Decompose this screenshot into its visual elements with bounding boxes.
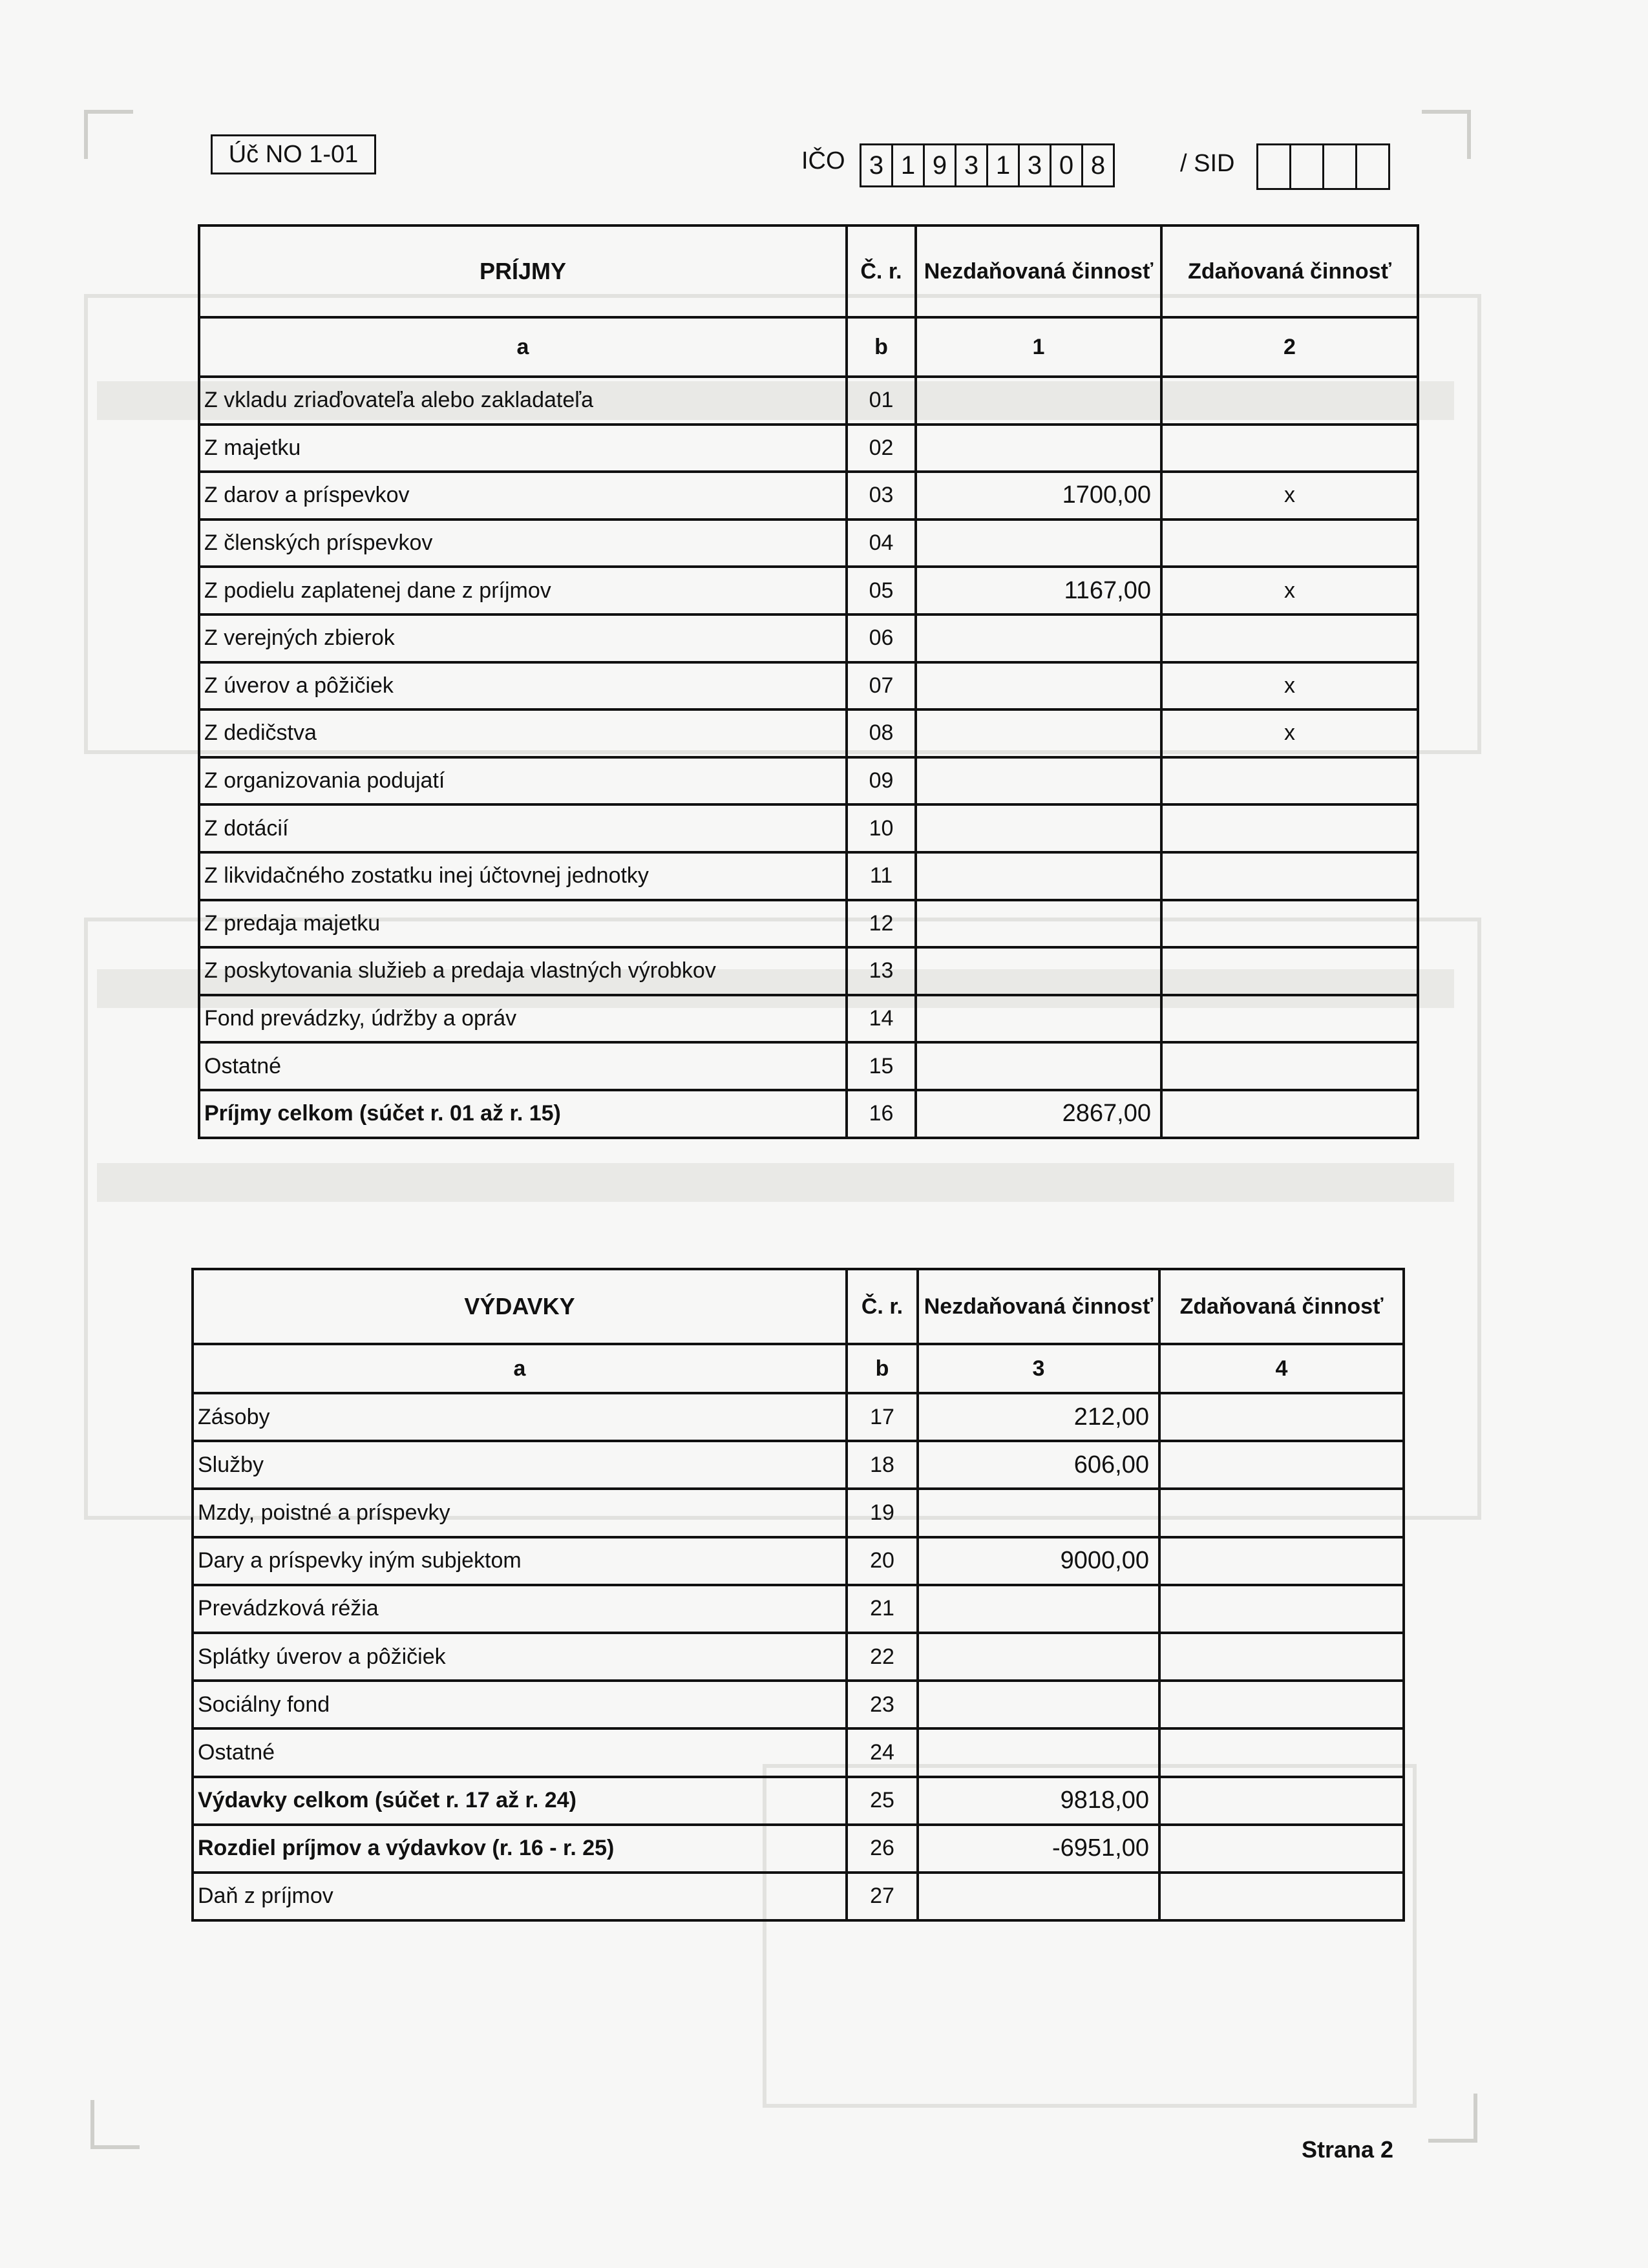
taxed-value[interactable] [1161, 520, 1418, 567]
row-label: Daň z príjmov [193, 1873, 847, 1920]
row-number: 20 [847, 1537, 918, 1585]
taxed-value[interactable] [1161, 947, 1418, 995]
row-label: Z vkladu zriaďovateľa alebo zakladateľa [199, 377, 847, 425]
table-row [193, 1681, 1404, 1728]
row-number: 26 [847, 1825, 918, 1873]
row-number: 22 [847, 1633, 918, 1681]
expenses-subheader-row [193, 1344, 1404, 1393]
table-row [199, 567, 1418, 614]
table-row [193, 1825, 1404, 1873]
nontaxed-value[interactable] [918, 1728, 1159, 1776]
taxed-value[interactable] [1161, 377, 1418, 425]
table-row [199, 377, 1418, 425]
nontaxed-value[interactable]: 9000,00 [918, 1537, 1159, 1585]
row-label: Mzdy, poistné a príspevky [193, 1489, 847, 1537]
taxed-value[interactable]: x [1161, 567, 1418, 614]
table-row [199, 900, 1418, 948]
row-label: Splátky úverov a pôžičiek [193, 1633, 847, 1681]
ico-digit: 3 [956, 145, 988, 185]
taxed-value[interactable] [1161, 804, 1418, 852]
row-number: 05 [847, 567, 916, 614]
nontaxed-value[interactable] [916, 709, 1161, 757]
expenses-table [191, 1268, 1405, 1922]
table-row [199, 804, 1418, 852]
row-number: 04 [847, 520, 916, 567]
nontaxed-value[interactable] [918, 1633, 1159, 1681]
taxed-value[interactable] [1159, 1585, 1404, 1633]
row-label: Z verejných zbierok [199, 614, 847, 662]
row-label: Z úverov a pôžičiek [199, 662, 847, 710]
row-label: Služby [193, 1441, 847, 1489]
taxed-header: Zdaňovaná činnosť [1159, 1269, 1404, 1344]
corner-mark [90, 2100, 140, 2149]
nontaxed-value[interactable] [916, 1042, 1161, 1090]
ico-digit: 1 [893, 145, 925, 185]
taxed-value[interactable] [1159, 1825, 1404, 1873]
row-number: 01 [847, 377, 916, 425]
nontaxed-value[interactable] [916, 757, 1161, 805]
row-number: 17 [847, 1393, 918, 1441]
row-label: Z predaja majetku [199, 900, 847, 948]
ico-digit: 3 [1020, 145, 1051, 185]
ico-digit: 1 [988, 145, 1020, 185]
table-row [199, 520, 1418, 567]
expenses-header-row [193, 1269, 1404, 1344]
nontaxed-value[interactable] [916, 804, 1161, 852]
taxed-value[interactable] [1161, 995, 1418, 1043]
row-label: Dary a príspevky iným subjektom [193, 1537, 847, 1585]
row-label: Z členských príspevkov [199, 520, 847, 567]
nontaxed-header: Nezdaňovaná činnosť [918, 1269, 1159, 1344]
row-number-header: Č. r. [847, 1269, 918, 1344]
sid-box[interactable] [1357, 145, 1388, 188]
col-letter-a: a [193, 1344, 847, 1393]
taxed-value[interactable]: x [1161, 472, 1418, 520]
corner-mark [1428, 2094, 1477, 2143]
table-row [199, 995, 1418, 1043]
row-label: Zásoby [193, 1393, 847, 1441]
nontaxed-value[interactable] [918, 1873, 1159, 1920]
taxed-header: Zdaňovaná činnosť [1161, 226, 1418, 317]
taxed-value[interactable] [1161, 1042, 1418, 1090]
row-number: 06 [847, 614, 916, 662]
row-number: 16 [847, 1090, 916, 1138]
row-number: 12 [847, 900, 916, 948]
taxed-value[interactable] [1161, 757, 1418, 805]
row-number: 13 [847, 947, 916, 995]
row-number: 23 [847, 1681, 918, 1728]
nontaxed-value[interactable] [916, 425, 1161, 472]
table-row [199, 1090, 1418, 1138]
taxed-value[interactable] [1161, 614, 1418, 662]
nontaxed-value[interactable]: 1167,00 [916, 567, 1161, 614]
taxed-value[interactable] [1159, 1489, 1404, 1537]
nontaxed-value[interactable] [918, 1489, 1159, 1537]
nontaxed-value[interactable] [916, 614, 1161, 662]
sid-field[interactable] [1256, 143, 1390, 190]
table-row [199, 709, 1418, 757]
row-number: 10 [847, 804, 916, 852]
taxed-value[interactable]: x [1161, 662, 1418, 710]
taxed-value[interactable] [1161, 425, 1418, 472]
row-number: 19 [847, 1489, 918, 1537]
table-row [199, 852, 1418, 900]
nontaxed-value[interactable] [916, 995, 1161, 1043]
table-row [193, 1489, 1404, 1537]
taxed-value[interactable]: x [1161, 709, 1418, 757]
taxed-value[interactable] [1159, 1728, 1404, 1776]
table-row [193, 1777, 1404, 1825]
row-number: 24 [847, 1728, 918, 1776]
row-number: 08 [847, 709, 916, 757]
nontaxed-value[interactable] [916, 947, 1161, 995]
nontaxed-value[interactable]: 1700,00 [916, 472, 1161, 520]
row-label: Výdavky celkom (súčet r. 17 až r. 24) [193, 1777, 847, 1825]
table-row [199, 425, 1418, 472]
taxed-value[interactable] [1159, 1873, 1404, 1920]
col-number-4: 4 [1159, 1344, 1404, 1393]
nontaxed-value[interactable] [916, 662, 1161, 710]
taxed-value[interactable] [1161, 1090, 1418, 1138]
table-row [199, 662, 1418, 710]
taxed-value[interactable] [1159, 1537, 1404, 1585]
col-letter-a: a [199, 317, 847, 377]
row-number: 03 [847, 472, 916, 520]
row-number: 21 [847, 1585, 918, 1633]
col-letter-b: b [847, 317, 916, 377]
row-label: Rozdiel príjmov a výdavkov (r. 16 - r. 25) [193, 1825, 847, 1873]
taxed-value[interactable] [1159, 1633, 1404, 1681]
row-label: Z dedičstva [199, 709, 847, 757]
income-table [198, 224, 1419, 1139]
nontaxed-value[interactable] [916, 852, 1161, 900]
col-number-1: 1 [916, 317, 1161, 377]
taxed-value[interactable] [1161, 900, 1418, 948]
income-title: PRÍJMY [199, 226, 847, 317]
sid-label: / SID [1180, 150, 1235, 177]
income-subheader-row [199, 317, 1418, 377]
table-row [193, 1537, 1404, 1585]
row-number: 07 [847, 662, 916, 710]
ico-digit: 8 [1090, 151, 1106, 180]
form-code: Úč NO 1-01 [211, 134, 376, 174]
sid-box[interactable] [1291, 145, 1324, 188]
table-row [193, 1633, 1404, 1681]
row-label: Z darov a príspevkov [199, 472, 847, 520]
row-label: Z podielu zaplatenej dane z príjmov [199, 567, 847, 614]
nontaxed-value[interactable]: 606,00 [918, 1441, 1159, 1489]
nontaxed-value[interactable]: 9818,00 [918, 1777, 1159, 1825]
taxed-value[interactable] [1161, 852, 1418, 900]
ico-digit: 9 [925, 145, 956, 185]
income-header-row [199, 226, 1418, 317]
nontaxed-value[interactable] [916, 900, 1161, 948]
table-row [193, 1728, 1404, 1776]
row-label: Fond prevádzky, údržby a opráv [199, 995, 847, 1043]
table-row [199, 947, 1418, 995]
row-number: 15 [847, 1042, 916, 1090]
nontaxed-value[interactable] [916, 520, 1161, 567]
table-row [193, 1873, 1404, 1920]
ico-digit: 0 [1051, 145, 1083, 185]
row-number: 09 [847, 757, 916, 805]
table-row [199, 757, 1418, 805]
row-label: Z majetku [199, 425, 847, 472]
row-label: Prevádzková réžia [193, 1585, 847, 1633]
nontaxed-value[interactable] [916, 377, 1161, 425]
ghost-bar [97, 1163, 1454, 1202]
nontaxed-header: Nezdaňovaná činnosť [916, 226, 1161, 317]
page-number: Strana 2 [1302, 2136, 1394, 2163]
row-number: 11 [847, 852, 916, 900]
row-label: Ostatné [193, 1728, 847, 1776]
ico-digit: 3 [861, 145, 893, 185]
expenses-title: VÝDAVKY [193, 1269, 847, 1344]
corner-mark [84, 110, 133, 159]
table-row [199, 1042, 1418, 1090]
table-row [193, 1393, 1404, 1441]
ico-digits [860, 143, 1115, 187]
taxed-value[interactable] [1159, 1681, 1404, 1728]
nontaxed-value[interactable] [918, 1585, 1159, 1633]
row-label: Z dotácií [199, 804, 847, 852]
col-number-2: 2 [1161, 317, 1418, 377]
table-row [193, 1441, 1404, 1489]
row-label: Ostatné [199, 1042, 847, 1090]
row-number: 18 [847, 1441, 918, 1489]
table-row [193, 1585, 1404, 1633]
sid-box[interactable] [1324, 145, 1357, 188]
col-number-3: 3 [918, 1344, 1159, 1393]
nontaxed-value[interactable] [918, 1681, 1159, 1728]
row-number: 25 [847, 1777, 918, 1825]
row-label: Sociálny fond [193, 1681, 847, 1728]
table-row [199, 472, 1418, 520]
row-label: Z likvidačného zostatku inej účtovnej jednotky [199, 852, 847, 900]
nontaxed-value[interactable]: 212,00 [918, 1393, 1159, 1441]
table-row [199, 614, 1418, 662]
corner-mark [1422, 110, 1471, 159]
col-letter-b: b [847, 1344, 918, 1393]
taxed-value[interactable] [1159, 1777, 1404, 1825]
row-number: 14 [847, 995, 916, 1043]
nontaxed-value[interactable]: -6951,00 [918, 1825, 1159, 1873]
row-number: 27 [847, 1873, 918, 1920]
row-number: 02 [847, 425, 916, 472]
row-label: Príjmy celkom (súčet r. 01 až r. 15) [199, 1090, 847, 1138]
taxed-value[interactable] [1159, 1441, 1404, 1489]
row-label: Z organizovania podujatí [199, 757, 847, 805]
row-number-header: Č. r. [847, 226, 916, 317]
sid-box[interactable] [1258, 145, 1291, 188]
nontaxed-value[interactable]: 2867,00 [916, 1090, 1161, 1138]
ico-label: IČO [801, 147, 845, 174]
taxed-value[interactable] [1159, 1393, 1404, 1441]
row-label: Z poskytovania služieb a predaja vlastných výrobkov [199, 947, 847, 995]
